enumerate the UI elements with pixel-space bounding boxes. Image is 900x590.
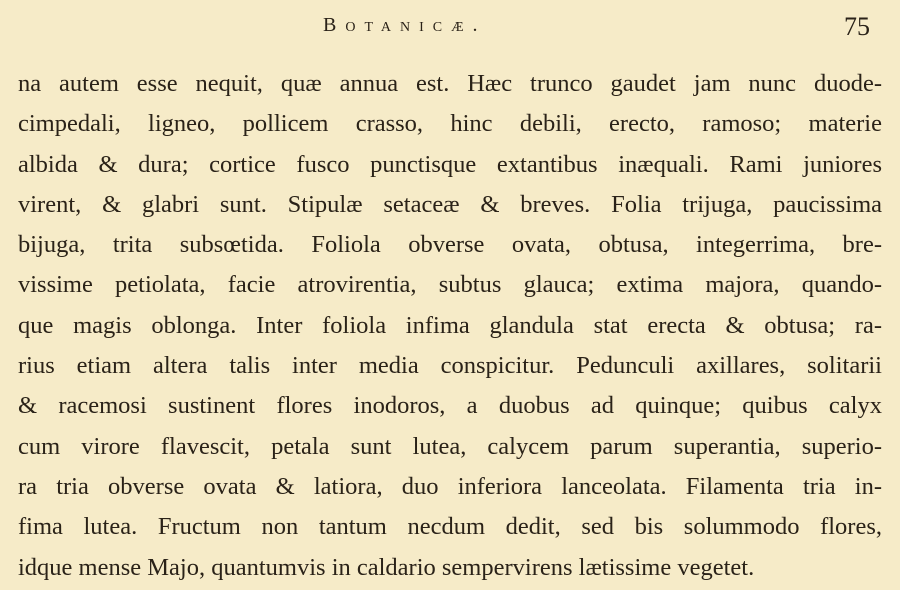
text-line: cum virore flavescit, petala sunt lutea, calycem parum superantia, superio- xyxy=(18,432,882,460)
text-line: virent, & glabri sunt. Stipulæ setaceæ & breves. Folia trijuga, paucissima xyxy=(18,190,882,218)
page-number: 75 xyxy=(844,12,870,41)
text-line: ra tria obverse ovata & latiora, duo inferiora lanceolata. Filamenta tria in- xyxy=(18,472,882,500)
page-header xyxy=(0,8,900,48)
text-line: & racemosi sustinent flores inodoros, a duobus ad quinque; quibus calyx xyxy=(18,392,882,420)
running-title: Botanicæ. xyxy=(323,14,487,36)
text-line: albida & dura; cortice fusco punctisque extantibus inæquali. Rami juniores xyxy=(18,150,882,178)
text-line: rius etiam altera talis inter media conspicitur. Pedunculi axillares, solitarii xyxy=(18,352,882,380)
text-line: vissime petiolata, facie atrovirentia, subtus glauca; extima majora, quando- xyxy=(18,271,882,299)
text-line: fima lutea. Fructum non tantum necdum dedit, sed bis solummodo flores, xyxy=(18,513,882,541)
text-line: na autem esse nequit, quæ annua est. Hæc trunco gaudet jam nunc duode- xyxy=(18,70,882,97)
text-line: cimpedali, ligneo, pollicem crasso, hinc debili, erecto, ramoso; materie xyxy=(18,110,882,138)
text-line: bijuga, trita subsœtida. Foliola obverse ovata, obtusa, integerrima, bre- xyxy=(18,231,882,259)
text-line: que magis oblonga. Inter foliola infima glandula stat erecta & obtusa; ra- xyxy=(18,311,882,339)
body-paragraph xyxy=(18,64,882,588)
text-line: idque mense Majo, quantumvis in caldario sempervirens lætissime vegetet. xyxy=(18,553,755,581)
